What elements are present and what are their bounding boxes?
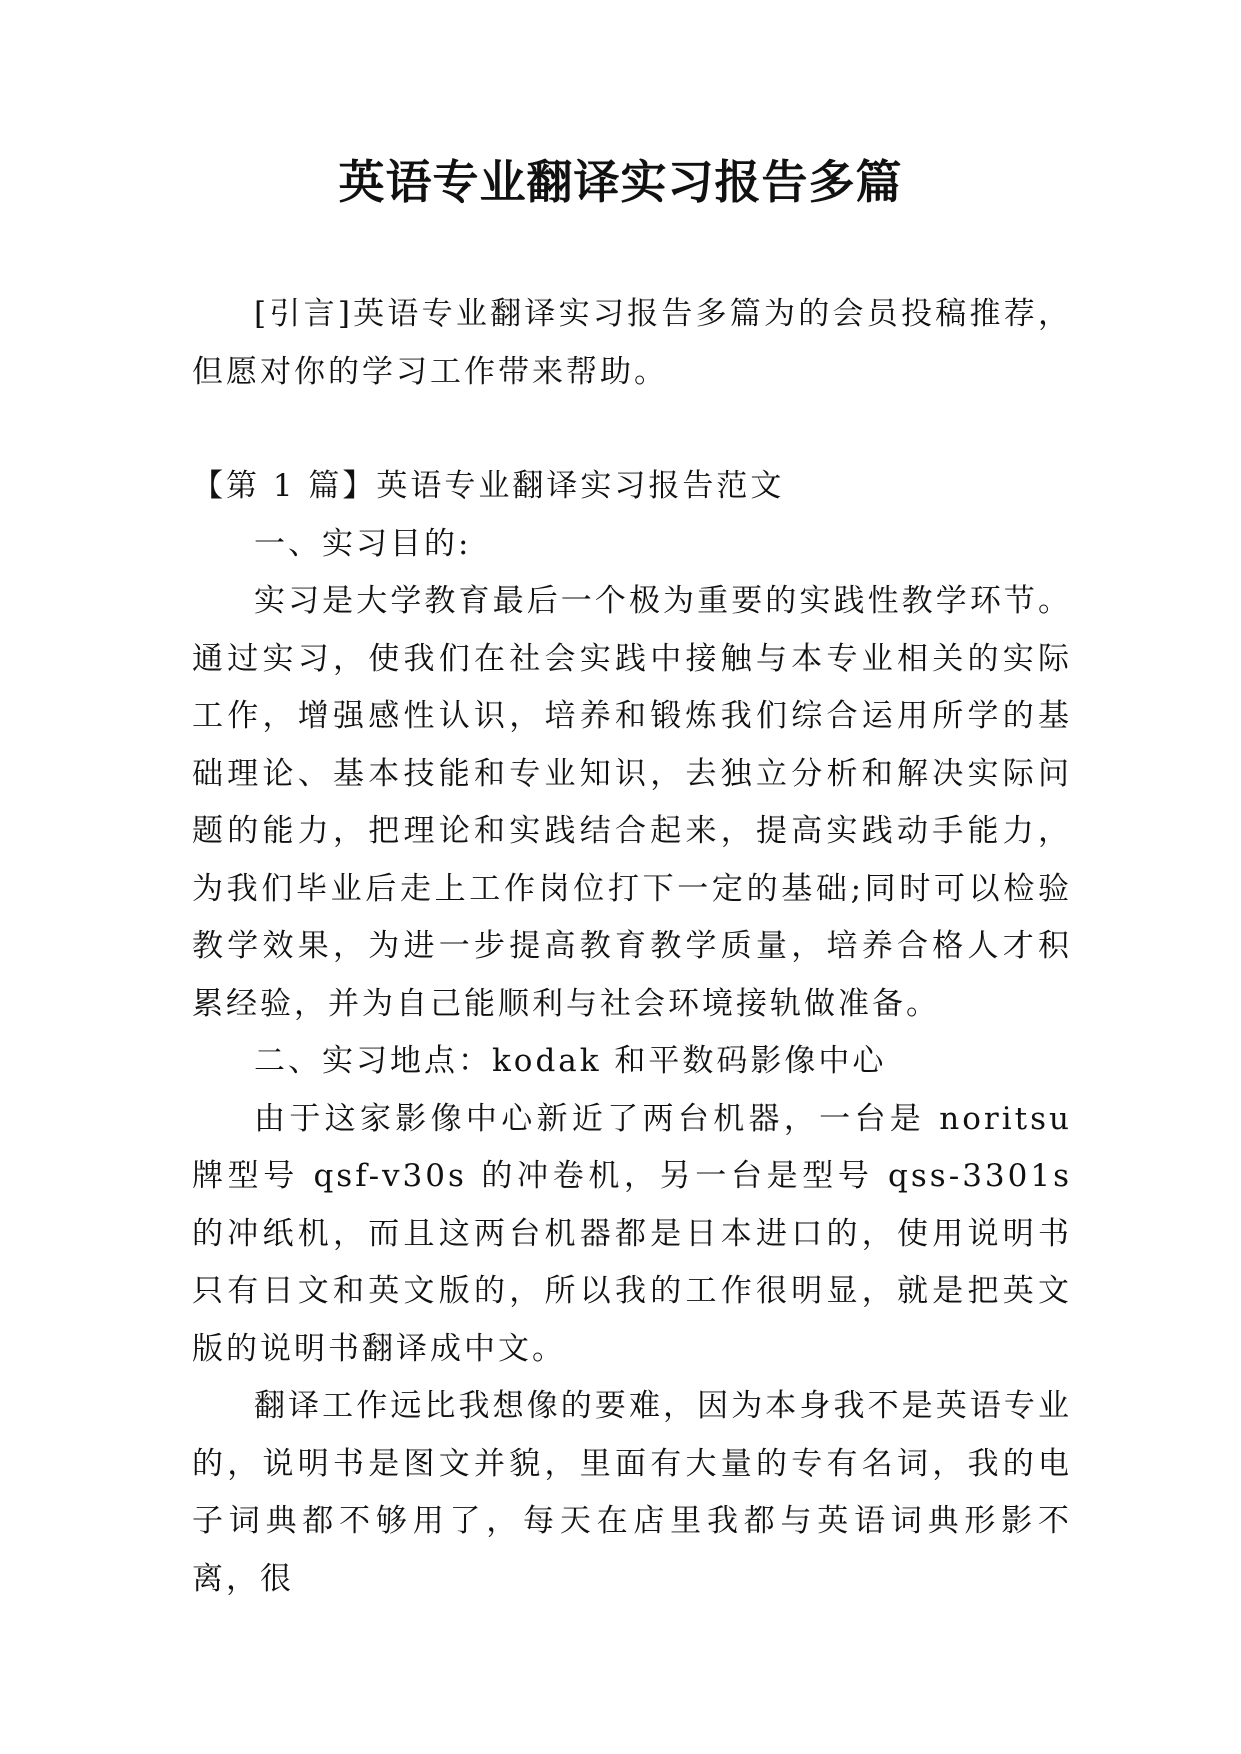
heading-location: 二、实习地点：kodak 和平数码影像中心 <box>254 1043 887 1079</box>
paragraph-purpose: 实习是大学教育最后一个极为重要的实践性教学环节。通过实习，使我们在社会实践中接触与本专业相关的实际工作，增强感性认识，培养和锻炼我们综合运用所学的基础理论、基本技能和专业知识，去独立分析和解决实际问题的能力，把理论和实践结合起来，提高实践动手能力，为我们毕业后走上工作岗位打下一定的基础;同时可以检验教学效果，为进一步提高教育教学质量，培养合格人才积累经验，并为自己能顺利与社会环境接轨做准备。 <box>192 583 1072 1022</box>
heading-purpose: 一、实习目的: <box>254 525 472 562</box>
document-body <box>192 286 1072 1608</box>
section-heading: 【第 1 篇】英语专业翻译实习报告范文 <box>192 468 785 504</box>
paragraph-machines: 由于这家影像中心新近了两台机器，一台是 noritsu 牌型号 qsf-v30s 的冲卷机，另一台是型号 qss-3301s 的冲纸机，而且这两台机器都是日本进口的，使用说明书只有日文和英文版的，所以我的工作很明显，就是把英文版的说明书翻译成中文。 <box>192 1100 1072 1367</box>
paragraph-translation: 翻译工作远比我想像的要难，因为本身我不是英语专业的，说明书是图文并貌，里面有大量的专有名词，我的电子词典都不够用了，每天在店里我都与英语词典形影不离，很 <box>192 1388 1072 1597</box>
intro-paragraph: [引言]英语专业翻译实习报告多篇为的会员投稿推荐，但愿对你的学习工作带来帮助。 <box>192 296 1072 390</box>
document-title: 英语专业翻译实习报告多篇 <box>338 155 903 209</box>
